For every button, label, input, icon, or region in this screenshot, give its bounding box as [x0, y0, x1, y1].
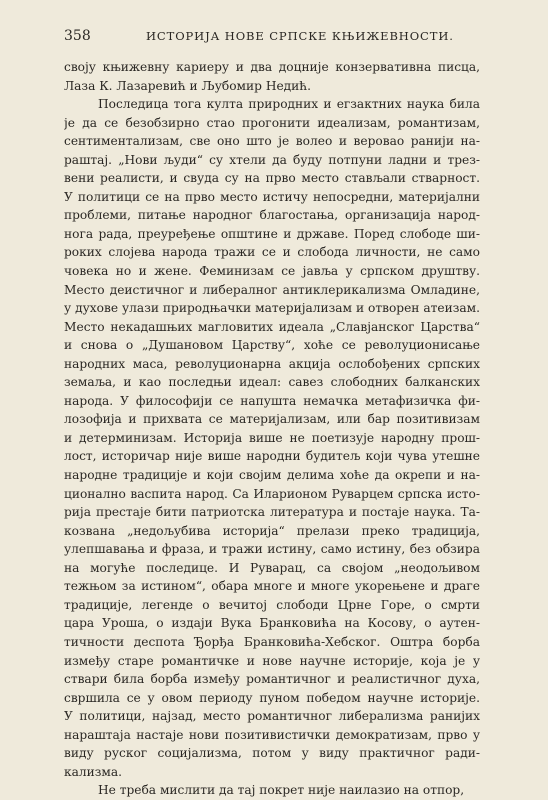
text-line: лост, историчар није више народни будитељ који чува утешне	[64, 449, 480, 464]
text-line: нараштаја настаје нови позитивистички демократизам, прво у	[64, 727, 480, 742]
text-line: свршила се у овом периоду пуном победом научне историје.	[64, 690, 480, 705]
running-head	[64, 28, 480, 48]
text-line: традиције, легенде о вечитој слободи Црне Горе, о смрти	[64, 597, 480, 612]
text-line: тичности деспота Ђорђа Бранковића-Хебског. Оштра борба	[64, 634, 480, 649]
text-line: је да се безобзирно стао прогонити идеализам, романтизам,	[64, 115, 480, 130]
text-line: народа. У философији се напушта немачка метафизичка фи-	[64, 393, 480, 408]
text-line: раштај. „Нови људи“ су хтели да буду потпуни ладни и трез-	[64, 152, 480, 167]
text-line: народних маса, револуционарна акција ослобођених српских	[64, 356, 480, 371]
text-line: кализма.	[64, 764, 123, 779]
text-line: вени реалисти, и свуда су на прво место стављали стварност.	[64, 171, 480, 186]
text-line: између старе романтичке и нове научне историје, која је у	[64, 653, 480, 668]
text-line: проблеми, питање народног благостања, организација народ-	[64, 208, 480, 223]
text-line: народне традиције и који својим делима хоће да окрепи и на-	[64, 468, 480, 483]
text-line: лозофија и прихвата се материјализам, или бар позитивизам	[64, 412, 480, 427]
text-line: тежњом за истином“, обара многе и многе укорењене и драге	[64, 579, 480, 594]
text-line: У политици, најзад, место романтичног либерализма ранијих	[64, 709, 480, 724]
text-line: козвана „недољубива историја“ прелази преко традиција,	[64, 523, 480, 538]
text-line: рија престаје бити патриотска литература и постаје наука. Та-	[64, 505, 480, 520]
text-line: цара Уроша, о издаји Вука Бранковића на Косову, о аутен-	[64, 616, 480, 631]
text-line: Лаза К. Лазаревић и Љубомир Недић.	[64, 78, 312, 93]
text-line: земаља, и као последњи идеал: савез слободних балканских	[64, 375, 480, 390]
body-text	[64, 58, 480, 800]
text-line: и детерминизам. Историја више не поетизује народну прош-	[64, 430, 480, 445]
running-title: ИСТОРИЈА НОВЕ СРПСКЕ КЊИЖЕВНОСТИ.	[146, 29, 454, 43]
text-line: у духове улази природњачки материјализам и отворен атеизам.	[64, 301, 480, 316]
text-line: своју књижевну кариеру и два доцније конзервативна писца,	[64, 60, 480, 74]
text-line: ционално васпита народ. Са Иларионом Руварцем српска исто-	[64, 486, 480, 501]
text-line: ствари била борба између романтичног и реалистичног духа,	[64, 672, 480, 687]
text-line: роких слојева народа тражи се и слобода личности, не само	[64, 245, 480, 260]
page-number: 358	[64, 28, 91, 44]
text-line: нога рада, преуређење општине и државе. Поред слободе ши-	[64, 226, 480, 241]
text-line: Не треба мислити да тај покрет није наилазио на отпор,	[98, 783, 465, 798]
text-line: У политици се на прво место истичу непосредни, материјални	[64, 189, 480, 204]
text-line: човека но и жене. Феминизам се јавља у српском друштву.	[64, 264, 480, 279]
text-line: на могуће последице. И Руварац, са својом „неодољивом	[64, 560, 480, 575]
text-line: Место деистичног и либералног антиклерикализма Омладине,	[64, 282, 480, 297]
text-line: Место некадашњих магловитих идеала „Славјанског Царства“	[64, 319, 480, 334]
text-line: виду руског социјализма, потом у виду практичног ради-	[64, 746, 480, 761]
text-line: Последица тога култа природних и егзактних наука била	[98, 97, 480, 112]
text-line: сентиментализам, све оно што је волео и веровао ранији на-	[64, 134, 480, 149]
text-line: и снова о „Душановом Царству“, хоће се револуционисање	[64, 338, 480, 353]
text-line: улепшавања и фраза, и тражи истину, само истину, без обзира	[64, 542, 480, 557]
